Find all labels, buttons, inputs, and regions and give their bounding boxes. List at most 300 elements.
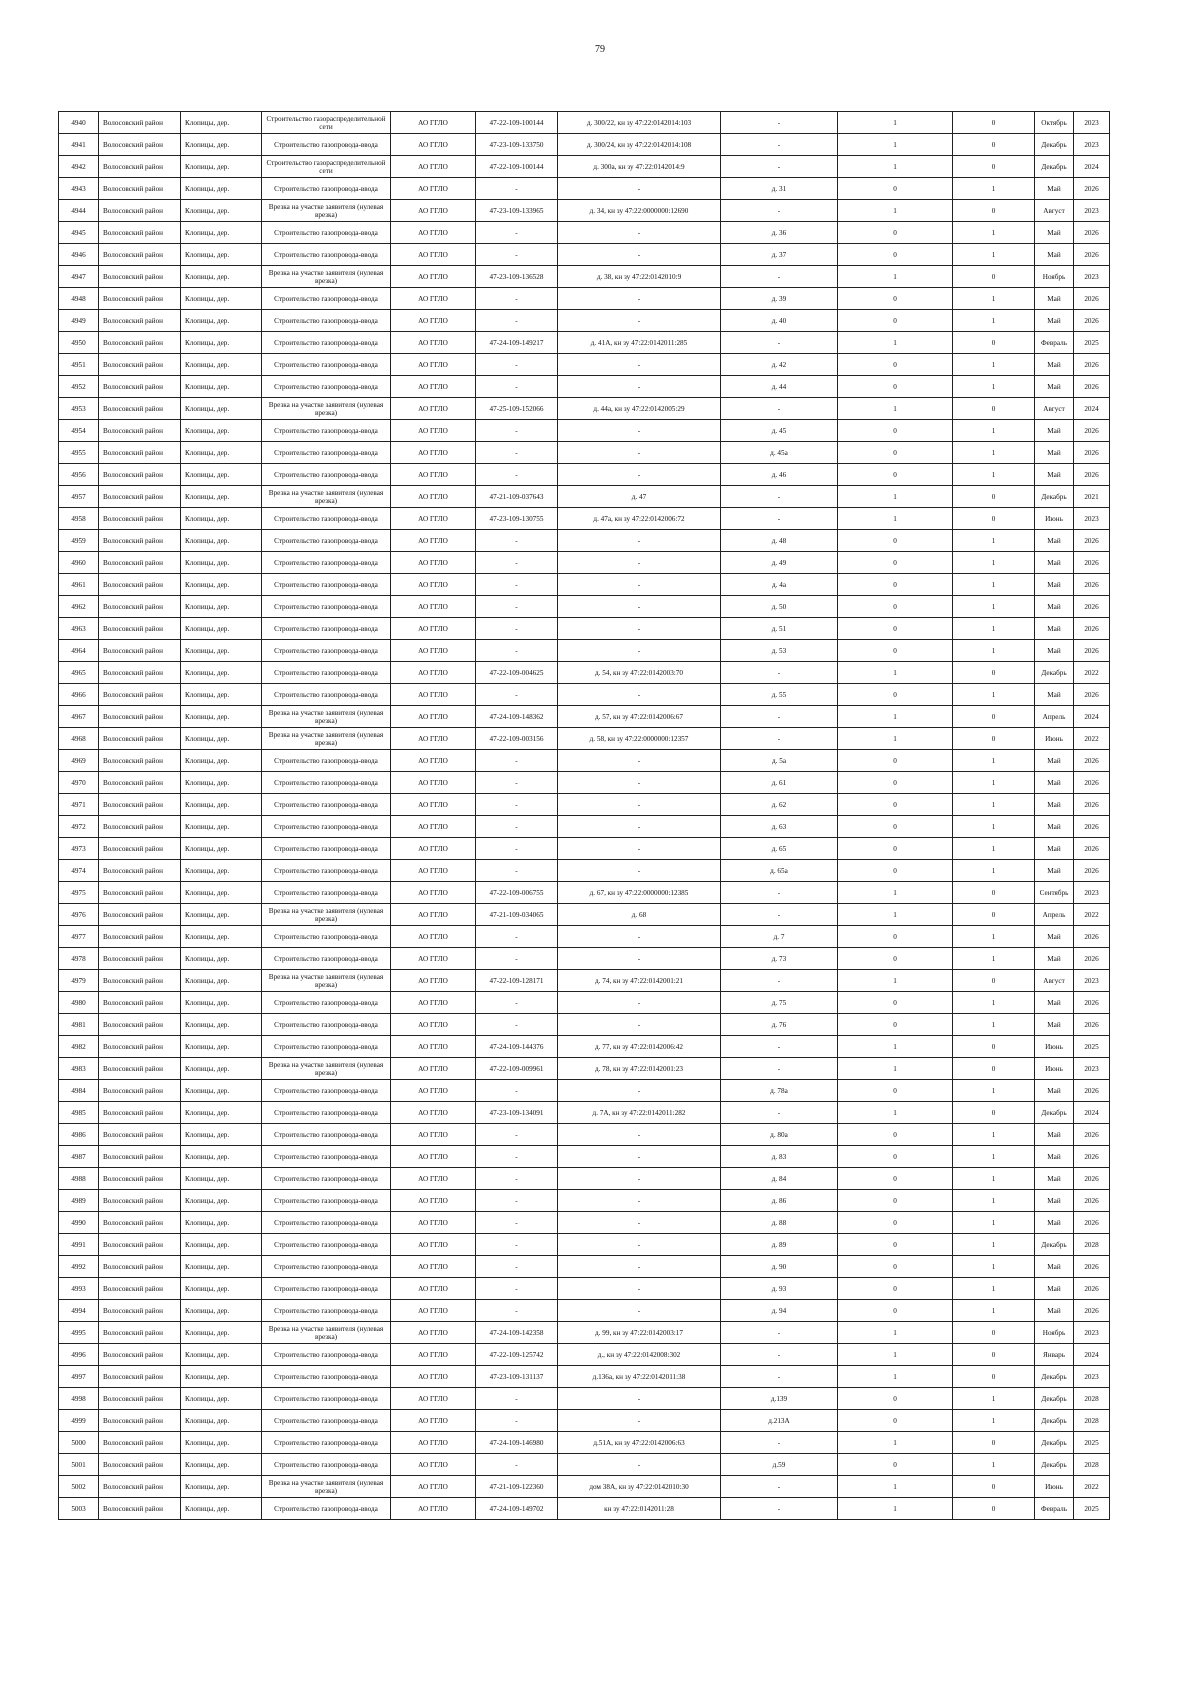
year-cell: 2026 (1074, 596, 1110, 618)
application-number-cell: 47-21-109-122360 (476, 1476, 558, 1498)
settlement-cell: Клопицы, дер. (181, 640, 262, 662)
address-cadastral-cell: д. 74, кн зу 47:22:0142001:21 (558, 970, 721, 992)
table-row (59, 772, 1110, 794)
row-number-cell: 4975 (59, 882, 99, 904)
organization-cell: АО ГГЛО (391, 926, 476, 948)
status-a-cell: 1 (838, 882, 953, 904)
address-cadastral-cell: д. 300/24, кн зу 47:22:0142014:108 (558, 134, 721, 156)
organization-cell: АО ГГЛО (391, 398, 476, 420)
status-a-cell: 0 (838, 1388, 953, 1410)
table-row (59, 684, 1110, 706)
work-type-cell: Строительство газопровода-ввода (262, 332, 391, 354)
row-number-cell: 4952 (59, 376, 99, 398)
row-number-cell: 5002 (59, 1476, 99, 1498)
month-cell: Май (1035, 618, 1074, 640)
row-number-cell: 4967 (59, 706, 99, 728)
settlement-cell: Клопицы, дер. (181, 596, 262, 618)
table-row (59, 1498, 1110, 1520)
row-number-cell: 4987 (59, 1146, 99, 1168)
work-type-cell: Врезка на участке заявителя (нулевая врезка) (262, 200, 391, 222)
house-number-cell: - (721, 904, 838, 926)
settlement-cell: Клопицы, дер. (181, 200, 262, 222)
application-number-cell: - (476, 1146, 558, 1168)
settlement-cell: Клопицы, дер. (181, 1212, 262, 1234)
status-b-cell: 1 (953, 1212, 1035, 1234)
status-b-cell: 1 (953, 530, 1035, 552)
table-row (59, 1080, 1110, 1102)
row-number-cell: 4953 (59, 398, 99, 420)
table-row (59, 1322, 1110, 1344)
settlement-cell: Клопицы, дер. (181, 266, 262, 288)
settlement-cell: Клопицы, дер. (181, 486, 262, 508)
district-cell: Волосовский район (99, 662, 181, 684)
application-number-cell: - (476, 750, 558, 772)
house-number-cell: - (721, 1432, 838, 1454)
table-row (59, 596, 1110, 618)
organization-cell: АО ГГЛО (391, 1476, 476, 1498)
organization-cell: АО ГГЛО (391, 860, 476, 882)
table-row (59, 1278, 1110, 1300)
house-number-cell: - (721, 112, 838, 134)
table-row (59, 486, 1110, 508)
settlement-cell: Клопицы, дер. (181, 1498, 262, 1520)
row-number-cell: 4986 (59, 1124, 99, 1146)
row-number-cell: 4957 (59, 486, 99, 508)
settlement-cell: Клопицы, дер. (181, 464, 262, 486)
table-row (59, 1190, 1110, 1212)
house-number-cell: - (721, 1322, 838, 1344)
application-number-cell: - (476, 288, 558, 310)
table-row (59, 860, 1110, 882)
house-number-cell: - (721, 882, 838, 904)
organization-cell: АО ГГЛО (391, 838, 476, 860)
status-a-cell: 0 (838, 552, 953, 574)
address-cadastral-cell: - (558, 1300, 721, 1322)
status-b-cell: 0 (953, 1036, 1035, 1058)
settlement-cell: Клопицы, дер. (181, 728, 262, 750)
row-number-cell: 4996 (59, 1344, 99, 1366)
status-a-cell: 1 (838, 1476, 953, 1498)
work-type-cell: Врезка на участке заявителя (нулевая врезка) (262, 1476, 391, 1498)
row-number-cell: 4944 (59, 200, 99, 222)
status-b-cell: 1 (953, 596, 1035, 618)
status-b-cell: 1 (953, 1278, 1035, 1300)
row-number-cell: 4999 (59, 1410, 99, 1432)
year-cell: 2024 (1074, 1102, 1110, 1124)
settlement-cell: Клопицы, дер. (181, 134, 262, 156)
row-number-cell: 4946 (59, 244, 99, 266)
month-cell: Май (1035, 838, 1074, 860)
house-number-cell: д. 36 (721, 222, 838, 244)
organization-cell: АО ГГЛО (391, 486, 476, 508)
house-number-cell: - (721, 1102, 838, 1124)
row-number-cell: 4980 (59, 992, 99, 1014)
district-cell: Волосовский район (99, 838, 181, 860)
settlement-cell: Клопицы, дер. (181, 1366, 262, 1388)
month-cell: Май (1035, 750, 1074, 772)
house-number-cell: - (721, 728, 838, 750)
month-cell: Июнь (1035, 1476, 1074, 1498)
settlement-cell: Клопицы, дер. (181, 992, 262, 1014)
row-number-cell: 4949 (59, 310, 99, 332)
settlement-cell: Клопицы, дер. (181, 1124, 262, 1146)
work-type-cell: Врезка на участке заявителя (нулевая врезка) (262, 904, 391, 926)
settlement-cell: Клопицы, дер. (181, 860, 262, 882)
organization-cell: АО ГГЛО (391, 1036, 476, 1058)
house-number-cell: д. 55 (721, 684, 838, 706)
organization-cell: АО ГГЛО (391, 662, 476, 684)
month-cell: Май (1035, 1256, 1074, 1278)
address-cadastral-cell: - (558, 926, 721, 948)
status-b-cell: 1 (953, 1410, 1035, 1432)
house-number-cell: - (721, 486, 838, 508)
status-b-cell: 0 (953, 1498, 1035, 1520)
settlement-cell: Клопицы, дер. (181, 1080, 262, 1102)
address-cadastral-cell: - (558, 1190, 721, 1212)
organization-cell: АО ГГЛО (391, 354, 476, 376)
organization-cell: АО ГГЛО (391, 1212, 476, 1234)
year-cell: 2026 (1074, 816, 1110, 838)
year-cell: 2026 (1074, 684, 1110, 706)
work-type-cell: Строительство газопровода-ввода (262, 464, 391, 486)
table-row (59, 1344, 1110, 1366)
row-number-cell: 4998 (59, 1388, 99, 1410)
month-cell: Май (1035, 574, 1074, 596)
status-a-cell: 0 (838, 772, 953, 794)
work-type-cell: Строительство газопровода-ввода (262, 354, 391, 376)
work-type-cell: Строительство газораспределительной сети (262, 112, 391, 134)
row-number-cell: 4943 (59, 178, 99, 200)
row-number-cell: 4947 (59, 266, 99, 288)
row-number-cell: 4958 (59, 508, 99, 530)
table-row (59, 816, 1110, 838)
row-number-cell: 4982 (59, 1036, 99, 1058)
application-number-cell: - (476, 1256, 558, 1278)
district-cell: Волосовский район (99, 1124, 181, 1146)
district-cell: Волосовский район (99, 376, 181, 398)
gas-connection-table (58, 111, 1110, 1520)
organization-cell: АО ГГЛО (391, 1498, 476, 1520)
organization-cell: АО ГГЛО (391, 970, 476, 992)
address-cadastral-cell: д. 77, кн зу 47:22:0142006:42 (558, 1036, 721, 1058)
year-cell: 2025 (1074, 1432, 1110, 1454)
month-cell: Май (1035, 1168, 1074, 1190)
organization-cell: АО ГГЛО (391, 1322, 476, 1344)
organization-cell: АО ГГЛО (391, 442, 476, 464)
house-number-cell: - (721, 1036, 838, 1058)
status-a-cell: 1 (838, 1432, 953, 1454)
year-cell: 2028 (1074, 1410, 1110, 1432)
organization-cell: АО ГГЛО (391, 1388, 476, 1410)
month-cell: Май (1035, 244, 1074, 266)
status-b-cell: 1 (953, 310, 1035, 332)
district-cell: Волосовский район (99, 926, 181, 948)
work-type-cell: Строительство газопровода-ввода (262, 1014, 391, 1036)
table-row (59, 156, 1110, 178)
month-cell: Декабрь (1035, 1234, 1074, 1256)
month-cell: Май (1035, 552, 1074, 574)
status-b-cell: 0 (953, 970, 1035, 992)
organization-cell: АО ГГЛО (391, 992, 476, 1014)
address-cadastral-cell: - (558, 552, 721, 574)
status-b-cell: 0 (953, 662, 1035, 684)
work-type-cell: Строительство газопровода-ввода (262, 750, 391, 772)
address-cadastral-cell: д., кн зу 47:22:0142008:302 (558, 1344, 721, 1366)
row-number-cell: 4977 (59, 926, 99, 948)
status-a-cell: 1 (838, 1036, 953, 1058)
status-b-cell: 0 (953, 508, 1035, 530)
month-cell: Май (1035, 948, 1074, 970)
house-number-cell: д. 86 (721, 1190, 838, 1212)
settlement-cell: Клопицы, дер. (181, 244, 262, 266)
status-a-cell: 1 (838, 266, 953, 288)
application-number-cell: 47-22-109-009961 (476, 1058, 558, 1080)
house-number-cell: - (721, 1366, 838, 1388)
month-cell: Декабрь (1035, 1366, 1074, 1388)
year-cell: 2026 (1074, 552, 1110, 574)
month-cell: Январь (1035, 1344, 1074, 1366)
table-row (59, 1036, 1110, 1058)
settlement-cell: Клопицы, дер. (181, 332, 262, 354)
month-cell: Май (1035, 816, 1074, 838)
status-b-cell: 1 (953, 860, 1035, 882)
work-type-cell: Строительство газопровода-ввода (262, 1146, 391, 1168)
month-cell: Декабрь (1035, 1102, 1074, 1124)
work-type-cell: Строительство газопровода-ввода (262, 662, 391, 684)
year-cell: 2023 (1074, 1366, 1110, 1388)
table-row (59, 398, 1110, 420)
district-cell: Волосовский район (99, 530, 181, 552)
status-b-cell: 1 (953, 376, 1035, 398)
application-number-cell: 47-24-109-146980 (476, 1432, 558, 1454)
application-number-cell: - (476, 574, 558, 596)
house-number-cell: д. 65а (721, 860, 838, 882)
work-type-cell: Строительство газопровода-ввода (262, 1410, 391, 1432)
address-cadastral-cell: - (558, 354, 721, 376)
house-number-cell: - (721, 398, 838, 420)
work-type-cell: Строительство газопровода-ввода (262, 1102, 391, 1124)
application-number-cell: - (476, 376, 558, 398)
status-b-cell: 1 (953, 618, 1035, 640)
year-cell: 2026 (1074, 464, 1110, 486)
status-b-cell: 1 (953, 1454, 1035, 1476)
status-b-cell: 0 (953, 1322, 1035, 1344)
organization-cell: АО ГГЛО (391, 1454, 476, 1476)
year-cell: 2023 (1074, 508, 1110, 530)
work-type-cell: Строительство газопровода-ввода (262, 1454, 391, 1476)
table-row (59, 750, 1110, 772)
settlement-cell: Клопицы, дер. (181, 1234, 262, 1256)
address-cadastral-cell: - (558, 464, 721, 486)
house-number-cell: д. 50 (721, 596, 838, 618)
month-cell: Май (1035, 530, 1074, 552)
address-cadastral-cell: - (558, 530, 721, 552)
settlement-cell: Клопицы, дер. (181, 1102, 262, 1124)
house-number-cell: д. 89 (721, 1234, 838, 1256)
organization-cell: АО ГГЛО (391, 464, 476, 486)
application-number-cell: - (476, 552, 558, 574)
year-cell: 2026 (1074, 926, 1110, 948)
row-number-cell: 4991 (59, 1234, 99, 1256)
house-number-cell: д. 45 (721, 420, 838, 442)
district-cell: Волосовский район (99, 1344, 181, 1366)
house-number-cell: д. 80а (721, 1124, 838, 1146)
settlement-cell: Клопицы, дер. (181, 618, 262, 640)
status-a-cell: 0 (838, 1014, 953, 1036)
address-cadastral-cell: д. 300а, кн зу 47:22:0142014:9 (558, 156, 721, 178)
settlement-cell: Клопицы, дер. (181, 1432, 262, 1454)
table-row (59, 310, 1110, 332)
district-cell: Волосовский район (99, 970, 181, 992)
year-cell: 2028 (1074, 1234, 1110, 1256)
year-cell: 2024 (1074, 706, 1110, 728)
status-a-cell: 1 (838, 508, 953, 530)
work-type-cell: Строительство газопровода-ввода (262, 926, 391, 948)
year-cell: 2026 (1074, 794, 1110, 816)
table-row (59, 904, 1110, 926)
organization-cell: АО ГГЛО (391, 1124, 476, 1146)
organization-cell: АО ГГЛО (391, 750, 476, 772)
organization-cell: АО ГГЛО (391, 1058, 476, 1080)
year-cell: 2022 (1074, 1476, 1110, 1498)
status-a-cell: 0 (838, 244, 953, 266)
settlement-cell: Клопицы, дер. (181, 398, 262, 420)
settlement-cell: Клопицы, дер. (181, 1476, 262, 1498)
year-cell: 2026 (1074, 354, 1110, 376)
district-cell: Волосовский район (99, 464, 181, 486)
month-cell: Декабрь (1035, 156, 1074, 178)
house-number-cell: д. 93 (721, 1278, 838, 1300)
status-a-cell: 1 (838, 1344, 953, 1366)
organization-cell: АО ГГЛО (391, 1366, 476, 1388)
status-b-cell: 0 (953, 1476, 1035, 1498)
address-cadastral-cell: - (558, 1014, 721, 1036)
month-cell: Май (1035, 1080, 1074, 1102)
month-cell: Май (1035, 1146, 1074, 1168)
year-cell: 2023 (1074, 112, 1110, 134)
organization-cell: АО ГГЛО (391, 332, 476, 354)
address-cadastral-cell: - (558, 222, 721, 244)
house-number-cell: д. 65 (721, 838, 838, 860)
row-number-cell: 4963 (59, 618, 99, 640)
status-a-cell: 1 (838, 904, 953, 926)
work-type-cell: Строительство газопровода-ввода (262, 530, 391, 552)
status-a-cell: 0 (838, 838, 953, 860)
year-cell: 2022 (1074, 728, 1110, 750)
district-cell: Волосовский район (99, 618, 181, 640)
organization-cell: АО ГГЛО (391, 618, 476, 640)
house-number-cell: - (721, 508, 838, 530)
status-b-cell: 1 (953, 948, 1035, 970)
row-number-cell: 4984 (59, 1080, 99, 1102)
district-cell: Волосовский район (99, 244, 181, 266)
work-type-cell: Врезка на участке заявителя (нулевая врезка) (262, 266, 391, 288)
year-cell: 2026 (1074, 442, 1110, 464)
month-cell: Декабрь (1035, 1410, 1074, 1432)
address-cadastral-cell: - (558, 1080, 721, 1102)
district-cell: Волосовский район (99, 1146, 181, 1168)
table-row (59, 266, 1110, 288)
application-number-cell: 47-24-109-149217 (476, 332, 558, 354)
status-b-cell: 1 (953, 244, 1035, 266)
status-a-cell: 0 (838, 1410, 953, 1432)
house-number-cell: - (721, 332, 838, 354)
work-type-cell: Строительство газопровода-ввода (262, 442, 391, 464)
table-row (59, 882, 1110, 904)
status-b-cell: 1 (953, 222, 1035, 244)
address-cadastral-cell: д. 34, кн зу 47:22:0000000:12690 (558, 200, 721, 222)
address-cadastral-cell: - (558, 860, 721, 882)
status-a-cell: 0 (838, 1168, 953, 1190)
status-b-cell: 0 (953, 398, 1035, 420)
status-a-cell: 0 (838, 948, 953, 970)
month-cell: Май (1035, 464, 1074, 486)
house-number-cell: - (721, 1476, 838, 1498)
table-row (59, 464, 1110, 486)
address-cadastral-cell: д. 57, кн зу 47:22:0142006:67 (558, 706, 721, 728)
table-row (59, 332, 1110, 354)
address-cadastral-cell: д. 44а, кн зу 47:22:0142005:29 (558, 398, 721, 420)
address-cadastral-cell: кн зу 47:22:0142011:28 (558, 1498, 721, 1520)
status-b-cell: 0 (953, 332, 1035, 354)
application-number-cell: - (476, 1388, 558, 1410)
settlement-cell: Клопицы, дер. (181, 1256, 262, 1278)
district-cell: Волосовский район (99, 1454, 181, 1476)
status-b-cell: 0 (953, 200, 1035, 222)
row-number-cell: 4955 (59, 442, 99, 464)
settlement-cell: Клопицы, дер. (181, 574, 262, 596)
house-number-cell: - (721, 662, 838, 684)
status-a-cell: 0 (838, 1454, 953, 1476)
organization-cell: АО ГГЛО (391, 1014, 476, 1036)
district-cell: Волосовский район (99, 772, 181, 794)
district-cell: Волосовский район (99, 332, 181, 354)
month-cell: Май (1035, 420, 1074, 442)
organization-cell: АО ГГЛО (391, 684, 476, 706)
row-number-cell: 4976 (59, 904, 99, 926)
status-a-cell: 0 (838, 1212, 953, 1234)
table-row (59, 442, 1110, 464)
application-number-cell: - (476, 464, 558, 486)
status-a-cell: 0 (838, 750, 953, 772)
house-number-cell: д. 31 (721, 178, 838, 200)
year-cell: 2026 (1074, 860, 1110, 882)
application-number-cell: - (476, 992, 558, 1014)
month-cell: Апрель (1035, 904, 1074, 926)
application-number-cell: 47-22-109-003156 (476, 728, 558, 750)
house-number-cell: д. 84 (721, 1168, 838, 1190)
work-type-cell: Строительство газопровода-ввода (262, 574, 391, 596)
status-b-cell: 1 (953, 772, 1035, 794)
month-cell: Май (1035, 1212, 1074, 1234)
address-cadastral-cell: д. 300/22, кн зу 47:22:0142014:103 (558, 112, 721, 134)
district-cell: Волосовский район (99, 706, 181, 728)
status-a-cell: 0 (838, 596, 953, 618)
year-cell: 2026 (1074, 838, 1110, 860)
settlement-cell: Клопицы, дер. (181, 904, 262, 926)
year-cell: 2026 (1074, 244, 1110, 266)
year-cell: 2026 (1074, 772, 1110, 794)
row-number-cell: 4942 (59, 156, 99, 178)
month-cell: Май (1035, 596, 1074, 618)
year-cell: 2024 (1074, 156, 1110, 178)
year-cell: 2024 (1074, 1344, 1110, 1366)
address-cadastral-cell: - (558, 310, 721, 332)
work-type-cell: Строительство газопровода-ввода (262, 640, 391, 662)
month-cell: Май (1035, 1014, 1074, 1036)
row-number-cell: 4962 (59, 596, 99, 618)
organization-cell: АО ГГЛО (391, 1256, 476, 1278)
